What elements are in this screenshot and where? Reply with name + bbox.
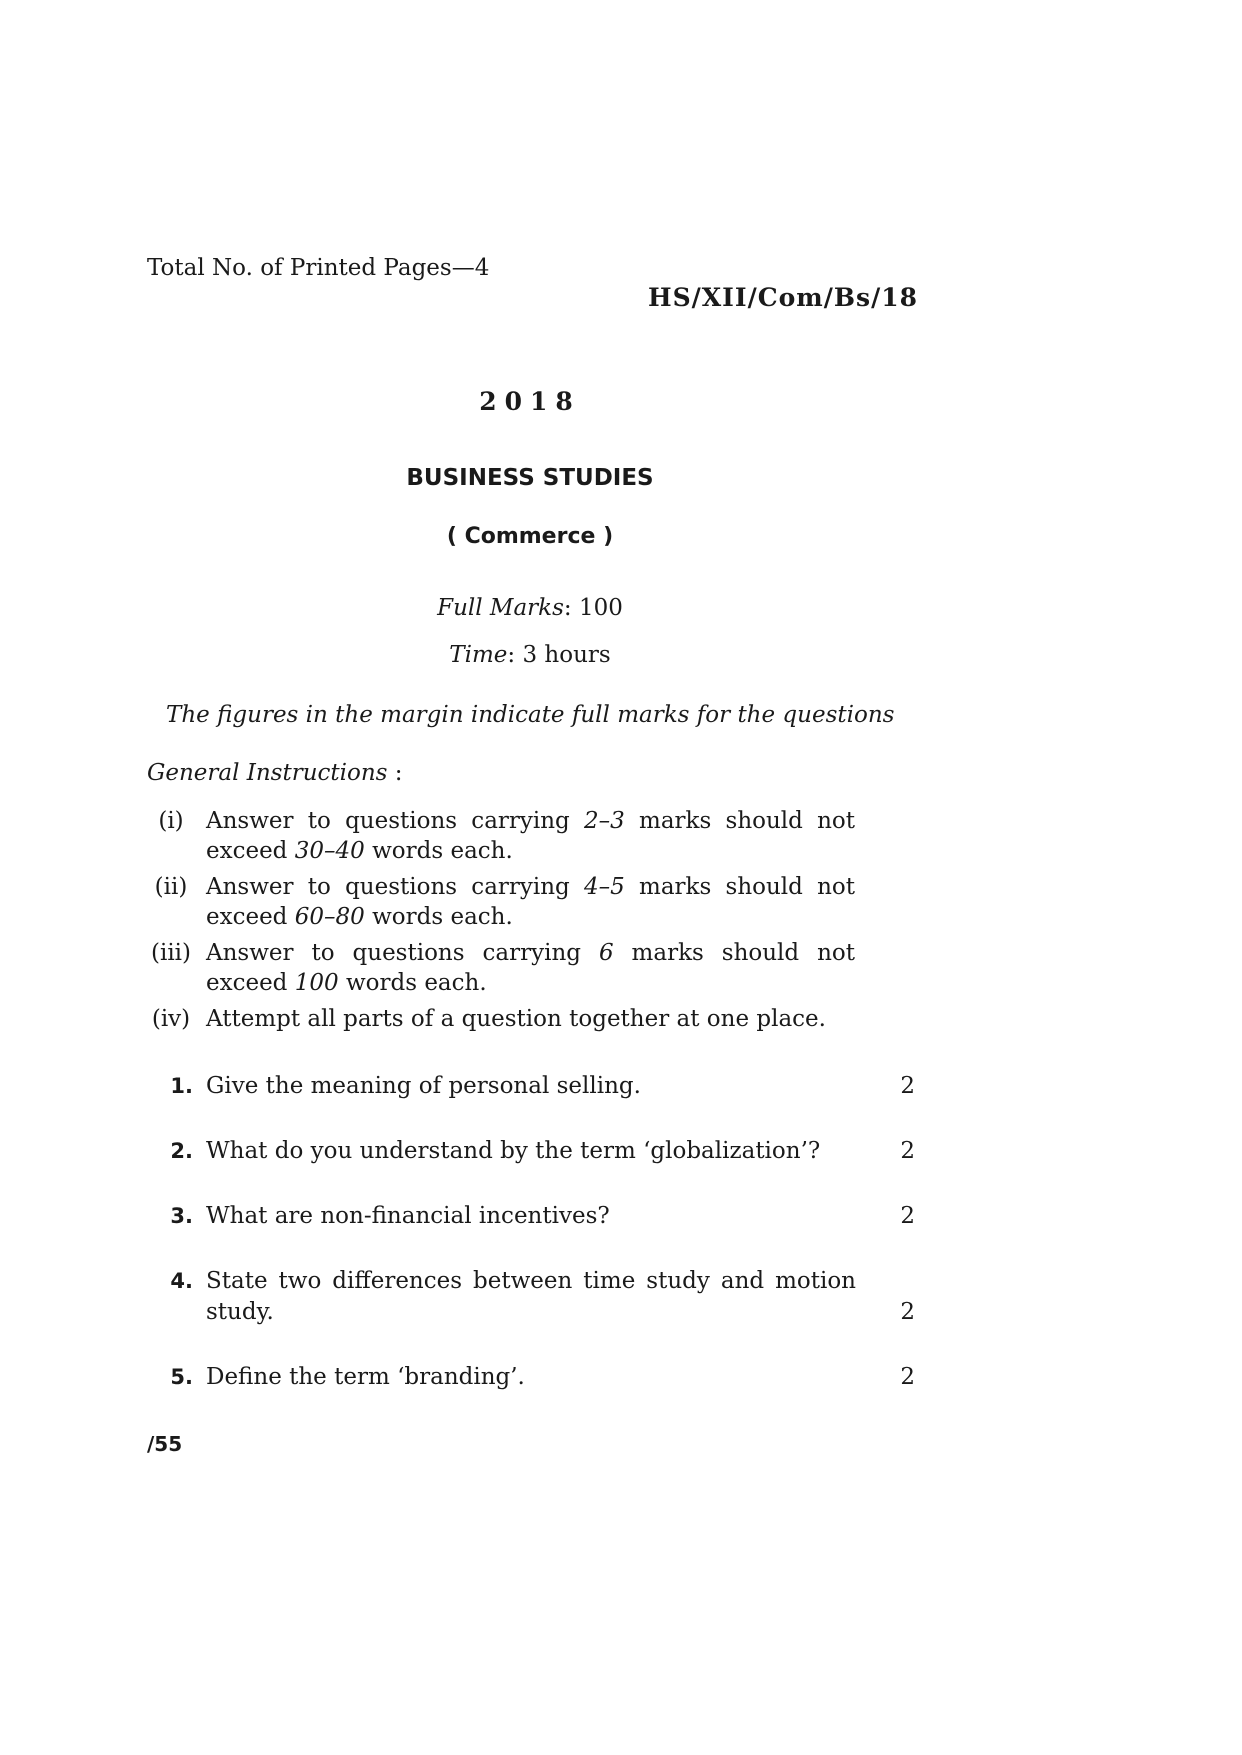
question-marks: 2 <box>900 1138 915 1164</box>
question-text: Give the meaning of personal selling. <box>206 1073 641 1099</box>
question-marks: 2 <box>900 1203 915 1229</box>
instruction-line: exceed 30–40 words each. <box>206 838 513 864</box>
question-text-line: State two differences between time study and motion <box>206 1268 856 1294</box>
question-text: What are non-financial incentives? <box>206 1203 610 1229</box>
instruction-item <box>145 806 855 866</box>
question-item <box>145 1362 915 1393</box>
question-number: 2. <box>170 1139 193 1163</box>
time-label: Time <box>449 642 508 668</box>
instruction-line: Answer to questions carrying 4–5 marks should not <box>206 874 855 900</box>
instruction-number: (i) <box>158 808 184 834</box>
question-marks: 2 <box>900 1073 915 1099</box>
question-number: 4. <box>170 1269 193 1293</box>
question-item <box>145 1201 915 1232</box>
question-item <box>145 1266 915 1328</box>
exam-time <box>0 642 1060 668</box>
instruction-number: (ii) <box>154 874 188 900</box>
question-text-line: study. <box>206 1299 274 1325</box>
subject-title: BUSINESS STUDIES <box>406 465 654 491</box>
instruction-line: Answer to questions carrying 6 marks should not <box>206 940 855 966</box>
stream-subtitle: ( Commerce ) <box>446 524 614 549</box>
instruction-item <box>145 938 855 998</box>
question-item <box>145 1071 915 1102</box>
instruction-item <box>145 1004 855 1034</box>
question-marks: 2 <box>900 1299 915 1325</box>
instructions-heading-suffix: : <box>387 760 403 786</box>
full-marks-label: Full Marks <box>437 595 564 621</box>
printed-pages-count: Total No. of Printed Pages—4 <box>147 255 490 281</box>
full-marks-value: : 100 <box>563 595 623 621</box>
paper-code: HS/XII/Com/Bs/18 <box>647 283 918 312</box>
instruction-line: Answer to questions carrying 2–3 marks should not <box>206 808 855 834</box>
time-value: : 3 hours <box>507 642 611 668</box>
question-marks: 2 <box>900 1364 915 1390</box>
instruction-number: (iii) <box>150 940 191 966</box>
question-text <box>206 1266 856 1328</box>
instruction-line: exceed 100 words each. <box>206 970 487 996</box>
margin-note: The figures in the margin indicate full marks for the questions <box>166 702 895 728</box>
instructions-heading-text: General Instructions <box>147 760 388 786</box>
question-text: Define the term ‘branding’. <box>206 1364 525 1390</box>
instruction-line: exceed 60–80 words each. <box>206 904 513 930</box>
exam-year: 2018 <box>479 387 581 416</box>
instructions-heading <box>147 760 403 786</box>
question-text: What do you understand by the term ‘globalization’? <box>206 1138 821 1164</box>
full-marks <box>0 595 1060 621</box>
question-number: 1. <box>170 1074 193 1098</box>
question-number: 3. <box>170 1204 193 1228</box>
instruction-number: (iv) <box>151 1006 191 1032</box>
footer-code: /55 <box>147 1432 183 1456</box>
instruction-item <box>145 872 855 932</box>
instruction-line: Attempt all parts of a question together at one place. <box>206 1006 826 1032</box>
question-item <box>145 1136 915 1167</box>
question-number: 5. <box>170 1365 193 1389</box>
